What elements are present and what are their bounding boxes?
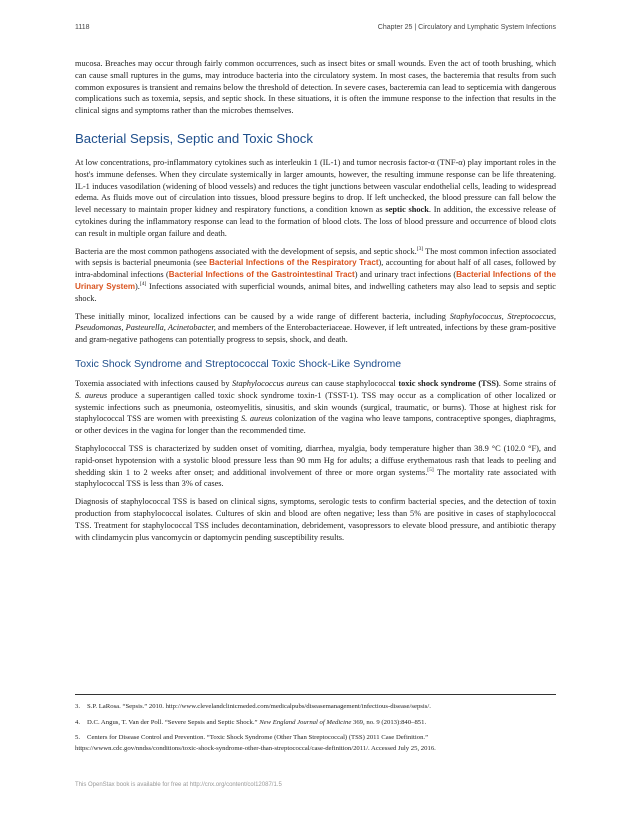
page-footer: This OpenStax book is available for free at http://cnx.org/content/col12087/1.5 — [75, 782, 282, 788]
tss-paragraph-2: Staphylococcal TSS is characterized by sudden onset of vomiting, diarrhea, myalgia, body temperature higher than 38.9 °C (102.0 °F), and rapid-onset hypotension with a systolic blood pressure less than 90 mm Hg for adults; a diffuse erythematous rash that leads to peeling and shedding skin 1 to 2 weeks after onset; and additional involvement of three or more organ systems.[5] The mortality rate associated with staphylococcal TSS is less than 3% of cases. — [75, 443, 556, 489]
intro-paragraph: mucosa. Breaches may occur through fairly common occurrences, such as insect bites or small wounds. Even the act of tooth brushing, which can cause small ruptures in the gums, may introduce bacteria into the circulatory system. In most cases, the bacteremia that results from such common exposures is transient and remains below the threshold of detection. In severe cases, bacteremia can lead to septicemia with dangerous complications such as toxemia, sepsis, and septic shock. In these situations, it is often the immune response to the infection that results in the clinical signs and symptoms rather than the microbes themselves. — [75, 59, 556, 116]
main-content — [75, 58, 556, 549]
link-respiratory-infections[interactable]: Bacterial Infections of the Respiratory Tract — [209, 258, 379, 268]
tss-paragraph-3: Diagnosis of staphylococcal TSS is based on clinical signs, symptoms, serologic tests to confirm bacterial species, and the detection of toxin production from staphylococcal isolates. Cultures of skin and blood are often negative; less than 5% are positive in cases of staphylococcal TSS. Treatment for staphylococcal TSS includes decontamination, debridement, vasopressors to elevate blood pressure, and antibiotic therapy with clindamycin plus vancomycin or daptomycin pending susceptibility results. — [75, 497, 556, 542]
chapter-title: Chapter 25 | Circulatory and Lymphatic System Infections — [377, 24, 556, 31]
footnote-divider — [75, 694, 556, 695]
footnote-5: 5. Centers for Disease Control and Prevention. “Toxic Shock Syndrome (Other Than Streptococcal) (TSS) 2011 Case Definition.” — [75, 734, 429, 741]
page-number: 1118 — [75, 24, 90, 31]
footnote-3: 3. S.P. LaRosa. “Sepsis.” 2010. http://www.clevelandclinicmeded.com/medicalpubs/diseasemanagement/infectious-disease/sepsis/. — [75, 703, 431, 710]
tss-paragraph-1: Toxemia associated with infections caused by Staphylococcus aureus can cause staphylococcal toxic shock syndrome (TSS). Some strains of S. aureus produce a superantigen called toxic shock syndrome toxin-1 (TSST-1). TSS may occur as a complication of other localized or systemic infections such as pneumonia, osteomyelitis, sinusitis, and skin wounds (surgical, traumatic, or burns). Those at highest risk for staphylococcal TSS are women with preexisting S. aureus colonization of the vagina who leave tampons, contraceptive sponges, diaphragms, or other devices in the vagina for longer than the recommended time. — [75, 378, 557, 436]
footnote-ref-3[interactable]: [3] — [416, 245, 424, 252]
footnotes — [75, 702, 556, 760]
section-heading-sepsis: Bacterial Sepsis, Septic and Toxic Shock — [75, 130, 313, 146]
footnote-ref-5[interactable]: [5] — [427, 466, 434, 473]
footnote-4: 4. D.C. Angus, T. Van der Poll. “Severe Sepsis and Septic Shock.” New England Journal of Medicine 369, no. 9 (2013):840–851. — [75, 718, 427, 726]
sepsis-paragraph-3: These initially minor, localized infections can be caused by a wide range of different bacteria, including Staphylococcus, Streptococcus, Pseudomonas, Pasteurella, Acinetobacter, and members of the Enterobacteriaceae. However, if left untreated, infections by these gram-positive and gram-negative pathogens can potentially progress to sepsis, shock, and death. — [75, 311, 556, 345]
link-gastrointestinal-infections[interactable]: Bacterial Infections of the Gastrointestinal Tract — [168, 270, 355, 280]
sepsis-paragraph-1: At low concentrations, pro-inflammatory cytokines such as interleukin 1 (IL-1) and tumor necrosis factor-α (TNF-α) play important roles in the host's immune defenses. When they circulate systemically in larger amounts, however, the resulting immune response can be life threatening. IL-1 induces vasodilation (widening of blood vessels) and reduces the tight junctions between vascular endothelial cells, leading to widespread edema. As fluids move out of circulation into tissues, blood pressure begins to drop. If left unchecked, the blood pressure can fall below the level necessary to maintain proper kidney and respiratory functions, a condition known as septic shock. In addition, the excessive release of cytokines during the inflammatory response can lead to the formation of blood clots. The loss of blood pressure and occurrence of blood clots can result in multiple organ failure and death. — [75, 157, 556, 238]
link-urinary-infections[interactable]: Bacterial Infections of the Urinary System — [75, 270, 556, 291]
subsection-heading-tss: Toxic Shock Syndrome and Streptococcal Toxic Shock-Like Syndrome — [75, 357, 402, 370]
footnote-5-url: https://wwwn.cdc.gov/nndss/conditions/toxic-shock-syndrome-other-than-streptococcal/case-definition/2011/. Accessed July 25, 2016. — [75, 745, 436, 753]
term-septic-shock: septic shock — [385, 205, 429, 215]
footnote-ref-4[interactable]: [4] — [139, 281, 147, 288]
sepsis-paragraph-2: Bacteria are the most common pathogens associated with the development of sepsis, and septic shock.[3] The most common infection associated with sepsis is bacterial pneumonia (see Bacterial Infections of the Respiratory Tract), accounting for about half of all cases, followed by intra-abdominal infections (Bacterial Infections of the Gastrointestinal Tract) and urinary tract infections (Bacterial Infections of the Urinary System).[4] Infections associated with superficial wounds, animal bites, and indwelling catheters may also lead to sepsis and septic shock. — [75, 245, 557, 303]
term-tss: toxic shock syndrome (TSS) — [398, 378, 499, 388]
